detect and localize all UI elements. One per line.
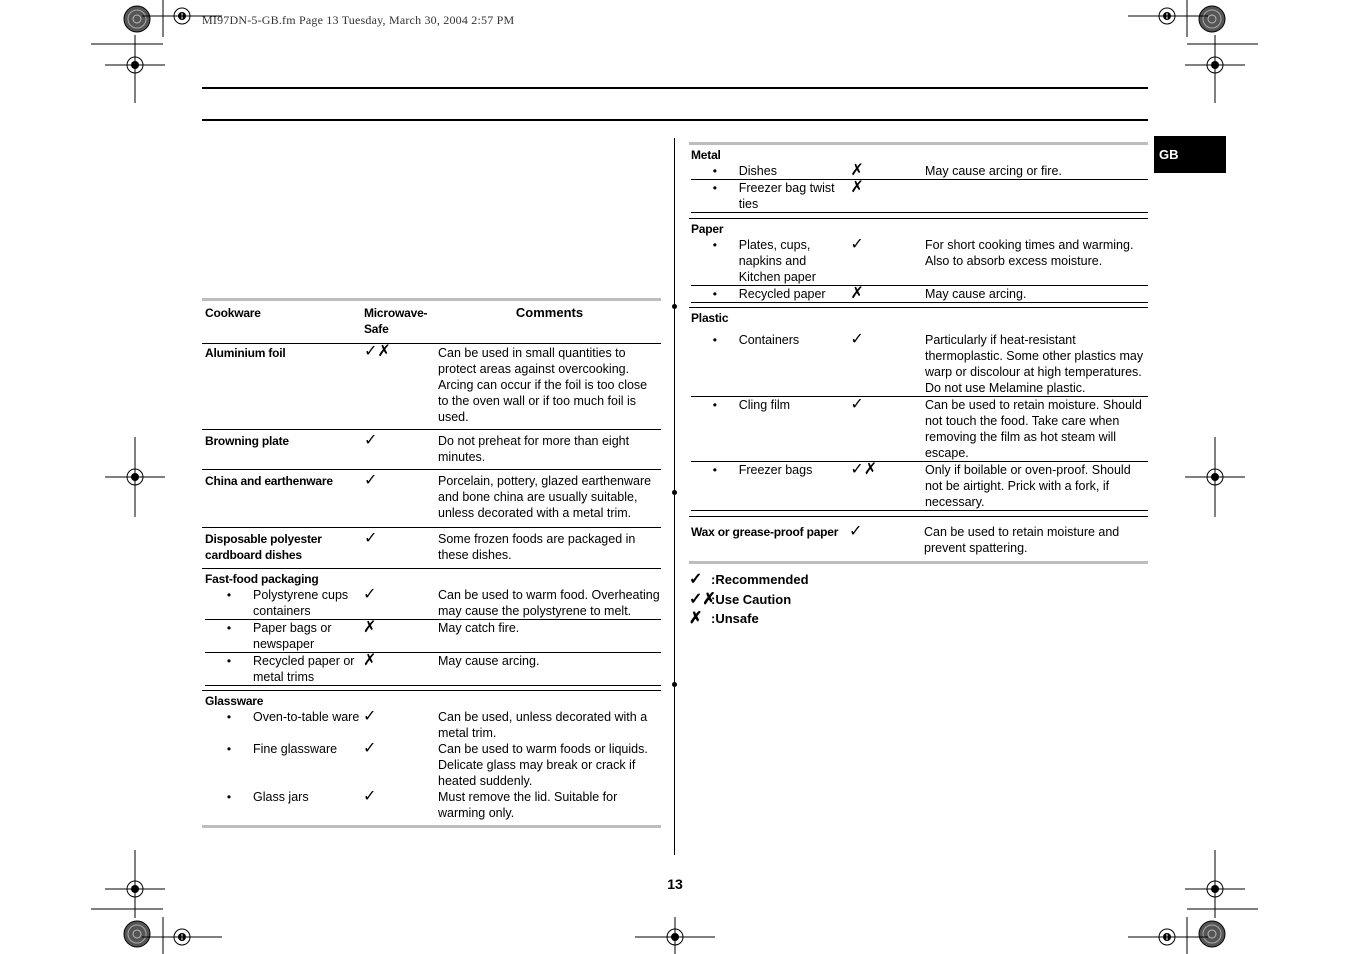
safety-symbol: ✓	[363, 708, 377, 725]
safety-symbol: ✓	[364, 472, 378, 489]
table-row	[689, 219, 1148, 308]
header-cookware: Cookware	[205, 306, 261, 320]
list-item	[691, 462, 1148, 511]
comment-text: Some frozen foods are packaged in these dishes.	[438, 532, 636, 562]
top-rule-1	[202, 87, 1148, 89]
comment-text: Can be used to retain moisture. Should not touch the food. Take care when removing the film as hot steam will escape.	[924, 398, 1142, 460]
divider-dot	[672, 490, 677, 495]
safety-symbol: ✓	[364, 432, 378, 449]
list-item	[205, 587, 661, 620]
table-row	[202, 528, 661, 569]
item-name: Paper bags or newspaper	[253, 621, 332, 651]
category-name: Plastic	[691, 311, 729, 325]
item-name: Recycled paper	[738, 287, 826, 301]
safety-symbol: ✗	[850, 285, 864, 302]
safety-symbol: ✓	[849, 523, 863, 540]
item-name: Oven-to-table ware	[253, 710, 360, 724]
category-name: Paper	[691, 222, 724, 236]
sub-items	[691, 524, 1148, 556]
item-name: Cling film	[738, 398, 791, 412]
safety-symbol: ✓✗	[364, 343, 391, 360]
page-number: 13	[667, 876, 683, 892]
comment-text: For short cooking times and warming. Also to absorb excess moisture.	[925, 238, 1134, 268]
safety-symbol: ✓	[850, 396, 864, 413]
sub-items	[691, 163, 1148, 213]
cookware-name: Browning plate	[205, 434, 289, 448]
category-name: Glassware	[205, 694, 264, 708]
safety-symbol: ✗	[363, 619, 377, 636]
table-header-row	[202, 300, 661, 344]
bullet-icon: •	[691, 332, 739, 397]
comment-text: Can be used to warm food. Overheating may cause the polystyrene to melt.	[438, 588, 660, 618]
category-name: Metal	[691, 148, 721, 162]
top-rule-2	[202, 119, 1148, 121]
comment-text: Must remove the lid. Suitable for warming only.	[438, 790, 618, 820]
table-row	[202, 344, 661, 430]
check-icon: ✓	[689, 571, 703, 588]
list-item	[205, 741, 661, 789]
cookware-name: China and earthenware	[205, 474, 333, 488]
sub-items	[691, 332, 1148, 511]
item-name: Fine glassware	[253, 742, 338, 756]
comment-text: Particularly if heat-resistant thermoplastic. Some other plastics may warp or discolour at high temperatures. Do not use Melamine plastic.	[924, 333, 1144, 395]
item-name: Freezer bags	[738, 463, 813, 477]
comment-text: May catch fire.	[438, 621, 520, 635]
safety-symbol: ✓	[363, 740, 377, 757]
comment-text: May cause arcing.	[438, 654, 540, 668]
list-item	[205, 620, 661, 653]
list-item	[691, 163, 1148, 180]
column-divider	[674, 138, 675, 855]
cookware-table-left	[202, 298, 661, 828]
bullet-icon: •	[205, 620, 253, 653]
legend-unsafe	[689, 611, 759, 627]
safety-symbol: ✓	[850, 236, 864, 253]
table-row	[689, 517, 1148, 563]
comment-text: Can be used, unless decorated with a metal trim.	[438, 710, 648, 740]
safety-symbol: ✓	[363, 788, 377, 805]
bullet-icon: •	[691, 180, 739, 213]
safety-symbol: ✓	[363, 586, 377, 603]
list-item	[691, 180, 1148, 213]
category-name: Wax or grease-proof paper	[691, 525, 839, 539]
bullet-icon: •	[226, 742, 232, 756]
item-name: Recycled paper or metal trims	[253, 654, 355, 684]
legend-label: :Recommended	[711, 572, 809, 587]
comment-text: May cause arcing.	[925, 287, 1027, 301]
sub-items	[205, 709, 661, 821]
check-cross-icon: ✓✗	[689, 591, 716, 608]
list-item	[691, 524, 1148, 556]
list-item	[205, 653, 661, 686]
divider-dot	[672, 304, 677, 309]
table-row	[202, 470, 661, 528]
bullet-icon: •	[691, 397, 739, 462]
list-item	[691, 332, 1148, 397]
cookware-table-right	[689, 142, 1148, 564]
comment-text: Can be used to warm foods or liquids. Delicate glass may break or crack if heated suddenly.	[438, 742, 648, 788]
sub-items	[691, 237, 1148, 303]
comment-text: Can be used to retain moisture and prevent spattering.	[924, 525, 1120, 555]
comment-text: May cause arcing or fire.	[925, 164, 1062, 178]
cookware-name: Aluminium foil	[205, 346, 286, 360]
legend-label: :Unsafe	[711, 611, 759, 626]
list-item	[691, 397, 1148, 462]
comment-text: Do not preheat for more than eight minutes.	[438, 434, 630, 464]
item-name: Plates, cups, napkins and Kitchen paper	[738, 238, 816, 284]
cookware-name: Disposable polyester cardboard dishes	[205, 532, 322, 562]
bullet-icon: •	[205, 587, 253, 620]
table-row	[202, 569, 661, 691]
safety-symbol: ✗	[850, 179, 864, 196]
table-row	[202, 430, 661, 470]
divider-dot	[672, 682, 677, 687]
item-name: Glass jars	[253, 790, 309, 804]
bullet-icon: •	[691, 163, 739, 180]
item-name: Containers	[738, 333, 800, 347]
item-name: Dishes	[738, 164, 777, 178]
legend-caution	[689, 592, 791, 608]
comment-text: Porcelain, pottery, glazed earthenware and bone china are usually suitable, unless decorated with a metal trim.	[438, 474, 652, 520]
category-name: Fast-food packaging	[205, 572, 319, 586]
bullet-icon: •	[691, 286, 739, 303]
safety-symbol: ✓	[364, 530, 378, 547]
list-item	[691, 286, 1148, 303]
comment-text: Only if boilable or oven-proof. Should not be airtight. Prick with a fork, if necessary.	[924, 463, 1131, 509]
sub-items	[205, 587, 661, 686]
file-info-header: MI97DN-5-GB.fm Page 13 Tuesday, March 30, 2004 2:57 PM	[202, 13, 515, 27]
bullet-icon: •	[691, 462, 739, 511]
language-tab: GB	[1154, 136, 1226, 173]
table-row	[689, 144, 1148, 219]
comment-text: Can be used in small quantities to protect areas against overcooking. Arcing can occur if the foil is too close to the oven wall or if too much foil is used.	[438, 346, 648, 424]
legend-recommended	[689, 572, 809, 588]
table-row	[689, 308, 1148, 517]
bullet-icon: •	[226, 790, 232, 804]
list-item	[205, 709, 661, 741]
bullet-icon: •	[226, 710, 232, 724]
cross-icon: ✗	[689, 610, 703, 627]
legend-label: :Use Caution	[711, 592, 792, 607]
item-name: Freezer bag twist ties	[738, 181, 835, 211]
table-row	[202, 691, 661, 827]
bullet-icon: •	[691, 237, 739, 286]
list-item	[691, 237, 1148, 286]
list-item	[205, 789, 661, 821]
safety-symbol: ✓✗	[850, 461, 878, 478]
safety-symbol: ✗	[363, 652, 377, 669]
bullet-icon: •	[205, 653, 253, 686]
item-name: Polystyrene cups containers	[253, 588, 349, 618]
safety-symbol: ✓	[850, 331, 864, 348]
safety-symbol: ✗	[850, 162, 864, 179]
registration-target-icon	[124, 6, 150, 32]
header-microwave-safe: Microwave-Safe	[364, 306, 428, 336]
header-comments: Comments	[515, 305, 584, 320]
